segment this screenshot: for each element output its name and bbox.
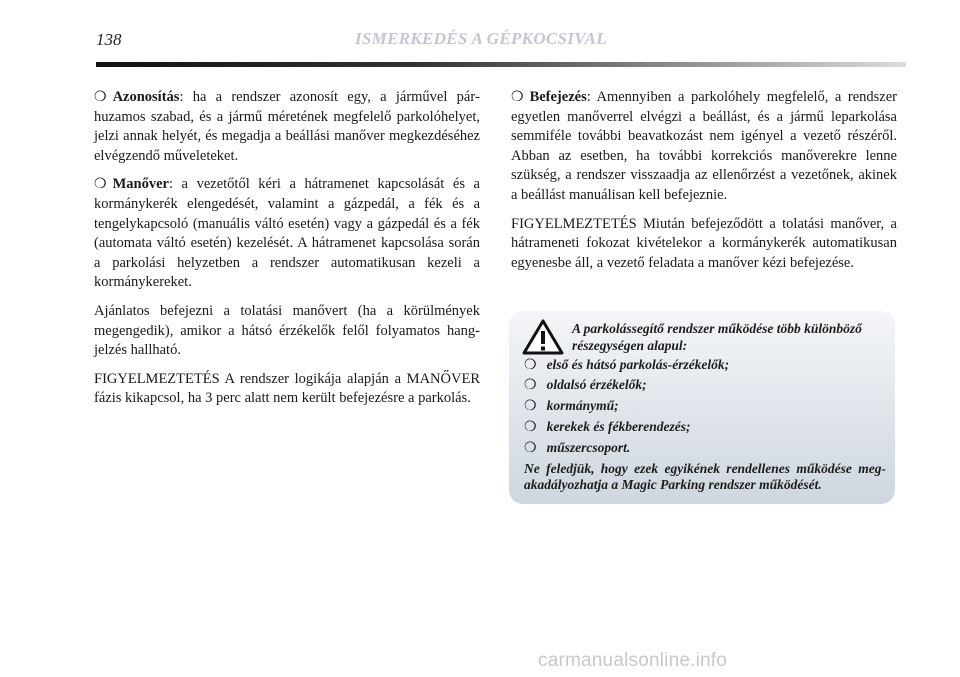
list-item-text: műszercsoport. (546, 439, 631, 455)
bullet-icon: ❍ (94, 177, 107, 193)
term-label: Manőver (112, 176, 169, 193)
warning-content (524, 321, 886, 494)
paragraph-warning-steering: FIGYELMEZTETÉS Miután befejeződött a tolatási manőver, a hátrameneti fokozat kivételekor a kormánykerék automatikusan egyenesbe áll, a vezető feladata a manőver kézi befejezése. (511, 215, 897, 271)
paragraph-azonositas (94, 88, 480, 166)
bullet-icon: ❍ (511, 90, 524, 105)
paragraph-recommendation: Ajánlatos befejezni a tolatási manővert (ha a körülmények megengedik), amikor a hátsó érzékelők felől folyamatos hangjelzés hallható. (94, 302, 480, 359)
bullet-icon: ❍ (524, 419, 537, 435)
running-header-title: ISMERKEDÉS A GÉPKOCSIVAL (355, 29, 607, 48)
warning-footer: Ne feledjük, hogy ezek egyikének rendellenes működése megakadályozhatja a Magic Parking rendszer működését. (524, 460, 886, 493)
list-item (524, 377, 886, 395)
bullet-icon: ❍ (524, 378, 537, 394)
list-item-text: oldalsó érzékelők; (546, 377, 647, 393)
term-label: Azonosítás (112, 89, 180, 105)
watermark-text: carmanualsonline.info (538, 650, 728, 671)
paragraph-manover (94, 175, 480, 293)
paragraph-text: : ha a rendszer azonosít egy, a járművel párhuzamos szabad, és a jármű méretének megfelelő parkolóhelyet, jelzi annak helyét, és megadja a beállási manőver megkezdéséhez elvégzendő műveleteket. (94, 89, 480, 164)
header-rule (96, 62, 906, 67)
bullet-icon: ❍ (524, 440, 537, 456)
list-item-text: kerekek és fékberendezés; (546, 418, 691, 434)
left-column (94, 88, 480, 418)
paragraph-warning-timeout: FIGYELMEZTETÉS A rendszer logikája alapján a MANŐVER fázis kikapcsol, ha 3 perc alatt nem került befejezésre a parkolás. (94, 370, 480, 407)
list-item-text: első és hátsó parkolás-érzékelők; (546, 356, 730, 372)
warning-list (524, 357, 886, 458)
bullet-icon: ❍ (94, 90, 107, 105)
bullet-icon: ❍ (524, 357, 537, 373)
list-item-text: kormánymű; (546, 398, 619, 414)
term-label: Befejezés (529, 89, 587, 105)
list-item (524, 419, 886, 437)
list-item (524, 398, 886, 416)
page-number: 138 (96, 30, 122, 49)
right-column (511, 88, 897, 282)
paragraph-befejezes (511, 88, 897, 206)
list-item (524, 440, 886, 458)
paragraph-text: : a vezetőtől kéri a hátramenet kapcsolását és a kormánykerék elengedését, valamint a gázpedál, a fék és a tengelykapcsoló (manuális váltó esetén) vagy a gázpedál és a fék (automata váltó esetén) kezelését. A hátramenet kapcsolása során a parkolási helyzetben a rendszer automatikusan kezeli a kormánykereket. (94, 176, 480, 291)
warning-title: A parkolássegítő rendszer működése több különböző részegységen alapul: (572, 321, 862, 353)
list-item (524, 357, 886, 375)
bullet-icon: ❍ (524, 399, 537, 415)
paragraph-text: : Amennyiben a parkolóhely megfelelő, a rendszer egyetlen manőverrel elvégzi a beállást, és a jármű leparkolása semmiféle további beavatkozást nem igényel a vezető részéről. Abban az esetben, ha további korrekciós manőverekre lenne szükség, a rendszer visszaadja az ellenőrzést a vezetőnek, akinek a beállást manuálisan kell befejeznie. (511, 89, 897, 203)
